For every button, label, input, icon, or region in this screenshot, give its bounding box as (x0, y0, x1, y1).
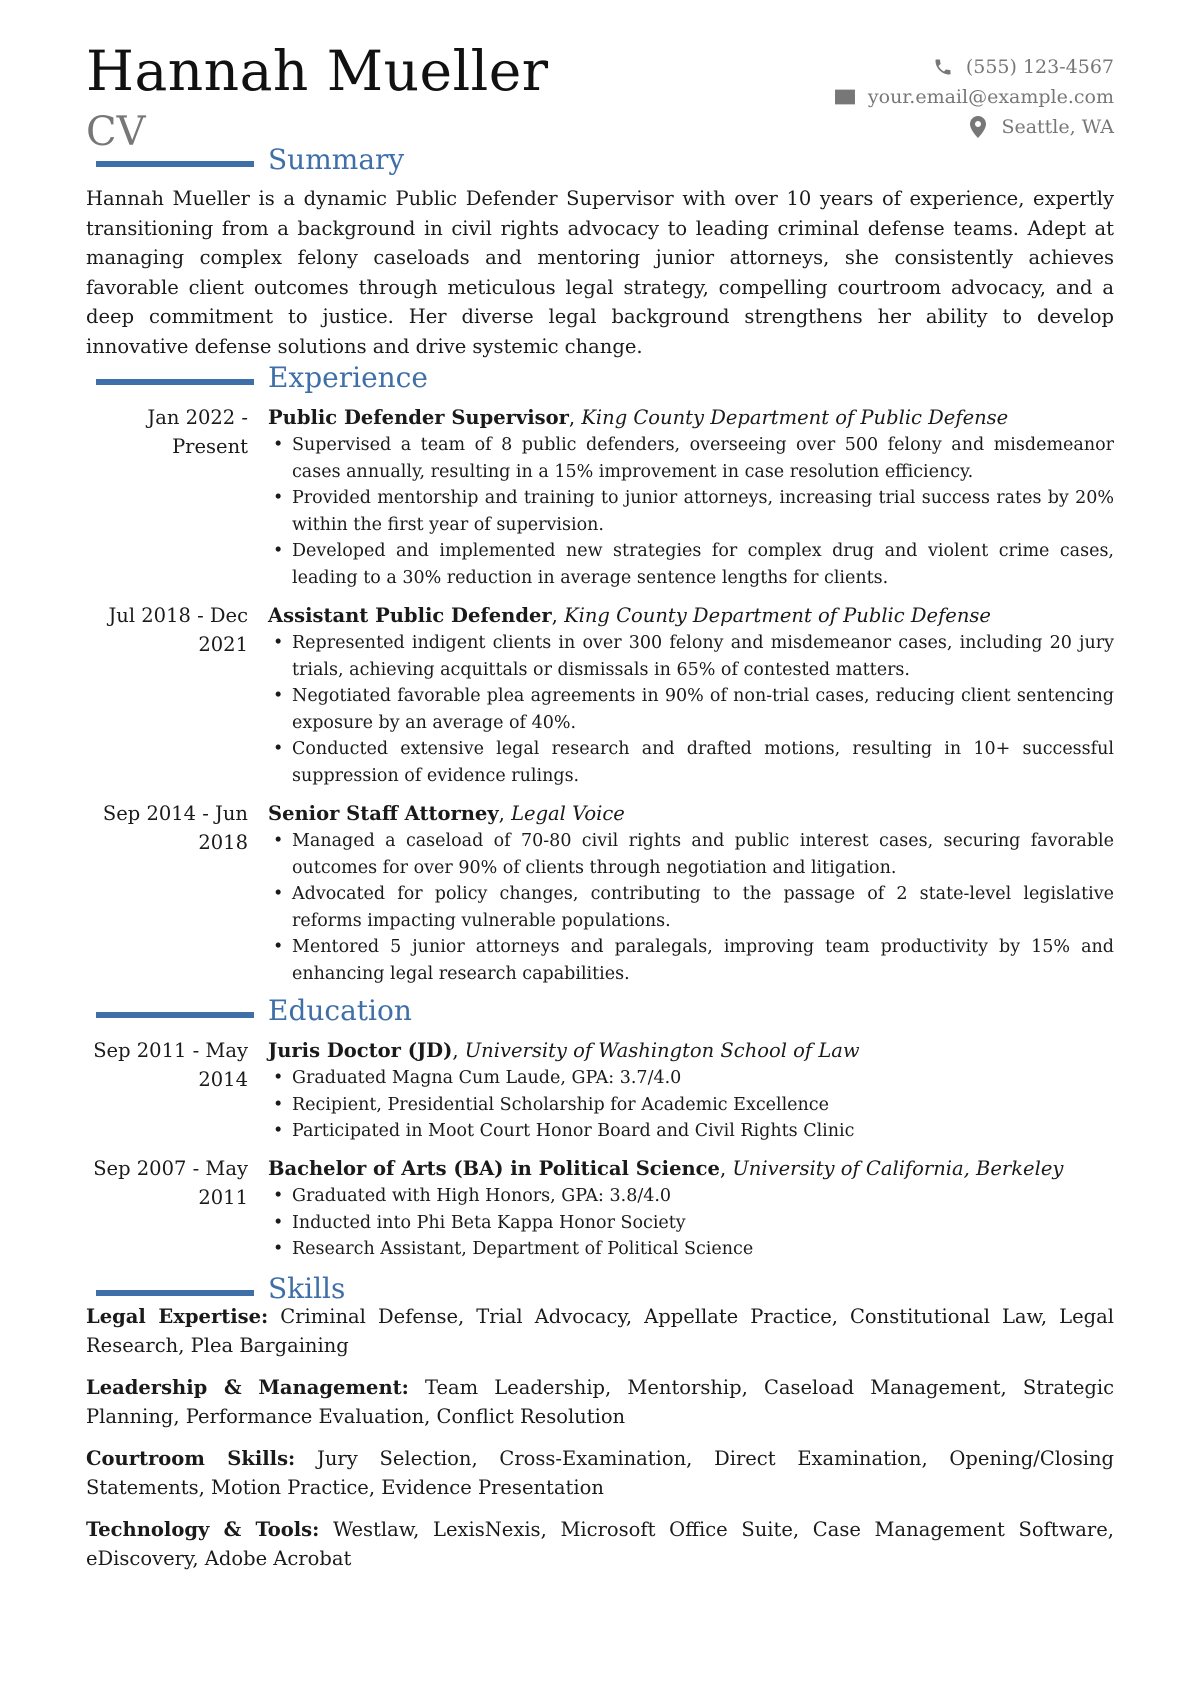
summary-text: Hannah Mueller is a dynamic Public Defender Supervisor with over 10 years of experience, expertly transitioning from a background in civil rights advocacy to leading criminal defense teams. Adept at managing complex felony caseloads and mentoring junior attorneys, she consistently achieves favorable client outcomes through meticulous legal strategy, compelling courtroom advocacy, and a deep commitment to justice. Her diverse legal background strengthens her ability to develop innovative defense solutions and drive systemic change. (86, 187, 1114, 358)
entry-institution: University of California, Berkeley (732, 1157, 1064, 1180)
section-title: Summary (268, 143, 405, 176)
section-title: Experience (268, 361, 428, 394)
phone-text: (555) 123-4567 (965, 56, 1114, 78)
list-item: • Developed and implemented new strategies for complex drug and violent crime cases, leading to a 30% reduction in average sentence lengths for clients. (268, 538, 1114, 591)
skill-items: Jury Selection, Cross-Examination, Direct Examination, Opening/Closing Statements, Motion Practice, Evidence Presentation (86, 1447, 1115, 1499)
list-item: • Mentored 5 junior attorneys and paralegals, improving team productivity by 15% and enhancing legal research capabilities. (268, 934, 1114, 987)
entry-institution: University of Washington School of Law (464, 1039, 860, 1062)
entry-bullets (268, 828, 1114, 987)
section-title: Skills (268, 1272, 346, 1305)
envelope-icon (832, 86, 858, 108)
entry-bullets (268, 1065, 1114, 1145)
section-accent-bar (96, 1290, 254, 1296)
section-summary-heading (96, 143, 405, 176)
skill-category: Legal Expertise: (86, 1305, 269, 1328)
entry-role: Assistant Public Defender (268, 604, 552, 627)
location-text: Seattle, WA (1001, 116, 1114, 138)
list-item: • Negotiated favorable plea agreements in 90% of non-trial cases, reducing client sentencing exposure by an average of 40%. (268, 683, 1114, 736)
section-accent-bar (96, 1012, 254, 1018)
section-accent-bar (96, 379, 254, 385)
document-subtitle: CV (86, 109, 146, 155)
entry-heading: Bachelor of Arts (BA) in Political Science, University of California, Berkeley (268, 1157, 1064, 1180)
section-education-heading (96, 994, 412, 1027)
phone-icon (930, 56, 956, 78)
entry-date: Jan 2022 - Present (147, 406, 248, 458)
entry-bullets (268, 432, 1114, 591)
list-item: • Recipient, Presidential Scholarship for Academic Excellence (268, 1092, 1114, 1119)
skill-row (86, 1444, 1114, 1502)
entry-organization: King County Department of Public Defense (581, 406, 1009, 429)
list-item: • Managed a caseload of 70-80 civil rights and public interest cases, securing favorable outcomes for over 90% of clients through negotiation and litigation. (268, 828, 1114, 881)
section-experience-heading (96, 361, 428, 394)
entry-date: Sep 2014 - Jun 2018 (102, 802, 248, 854)
skill-row (86, 1302, 1114, 1360)
list-item: • Represented indigent clients in over 300 felony and misdemeanor cases, including 20 jury trials, achieving acquittals or dismissals in 65% of contested matters. (268, 630, 1114, 683)
list-item: • Graduated with High Honors, GPA: 3.8/4.0 (268, 1183, 1114, 1210)
entry-organization: King County Department of Public Defense (564, 604, 991, 627)
skill-items: Team Leadership, Mentorship, Caseload Management, Strategic Planning, Performance Evaluation, Conflict Resolution (86, 1376, 1115, 1428)
skill-items: Criminal Defense, Trial Advocacy, Appellate Practice, Constitutional Law, Legal Research, Plea Bargaining (86, 1305, 1114, 1357)
email-link[interactable]: your.email@example.com (867, 86, 1114, 108)
skill-category: Leadership & Management: (86, 1376, 409, 1399)
contact-phone (832, 52, 1114, 82)
list-item: • Research Assistant, Department of Political Science (268, 1236, 1114, 1263)
skill-row (86, 1373, 1114, 1431)
list-item: • Conducted extensive legal research and drafted motions, resulting in 10+ successful suppression of evidence rulings. (268, 736, 1114, 789)
section-title: Education (268, 994, 412, 1027)
list-item: • Graduated Magna Cum Laude, GPA: 3.7/4.0 (268, 1065, 1114, 1092)
entry-date: Jul 2018 - Dec 2021 (108, 604, 248, 656)
skill-category: Courtroom Skills: (86, 1447, 296, 1470)
list-item: • Advocated for policy changes, contributing to the passage of 2 state-level legislative reforms impacting vulnerable populations. (268, 881, 1114, 934)
entry-degree: Bachelor of Arts (BA) in Political Science (268, 1157, 720, 1180)
entry-role: Senior Staff Attorney (268, 802, 499, 825)
contact-location (832, 112, 1114, 142)
entry-heading: Assistant Public Defender, King County Department of Public Defense (268, 604, 991, 627)
entry-bullets (268, 1183, 1114, 1263)
skills-list (86, 1302, 1114, 1586)
contact-email[interactable] (832, 82, 1114, 112)
list-item: • Supervised a team of 8 public defenders, overseeing over 500 felony and misdemeanor cases annually, resulting in a 15% improvement in case resolution efficiency. (268, 432, 1114, 485)
section-skills-heading (96, 1272, 346, 1305)
skill-items: Westlaw, LexisNexis, Microsoft Office Suite, Case Management Software, eDiscovery, Adobe Acrobat (86, 1518, 1114, 1570)
entry-heading: Senior Staff Attorney, Legal Voice (268, 802, 625, 825)
entry-date: Sep 2011 - May 2014 (93, 1039, 248, 1091)
list-item: • Provided mentorship and training to junior attorneys, increasing trial success rates by 20% within the first year of supervision. (268, 485, 1114, 538)
entry-organization: Legal Voice (511, 802, 625, 825)
entry-heading: Juris Doctor (JD), University of Washington School of Law (268, 1039, 860, 1062)
map-marker-icon (965, 116, 991, 138)
contact-block (832, 52, 1114, 142)
entry-heading: Public Defender Supervisor, King County Department of Public Defense (268, 406, 1009, 429)
entry-role: Public Defender Supervisor (268, 406, 569, 429)
candidate-name: Hannah Mueller (86, 39, 549, 103)
section-accent-bar (96, 161, 254, 167)
list-item: • Inducted into Phi Beta Kappa Honor Society (268, 1210, 1114, 1237)
skill-row (86, 1515, 1114, 1573)
entry-date: Sep 2007 - May 2011 (93, 1157, 248, 1209)
entry-bullets (268, 630, 1114, 789)
list-item: • Participated in Moot Court Honor Board and Civil Rights Clinic (268, 1118, 1114, 1145)
skill-category: Technology & Tools: (86, 1518, 320, 1541)
entry-degree: Juris Doctor (JD) (268, 1039, 453, 1062)
